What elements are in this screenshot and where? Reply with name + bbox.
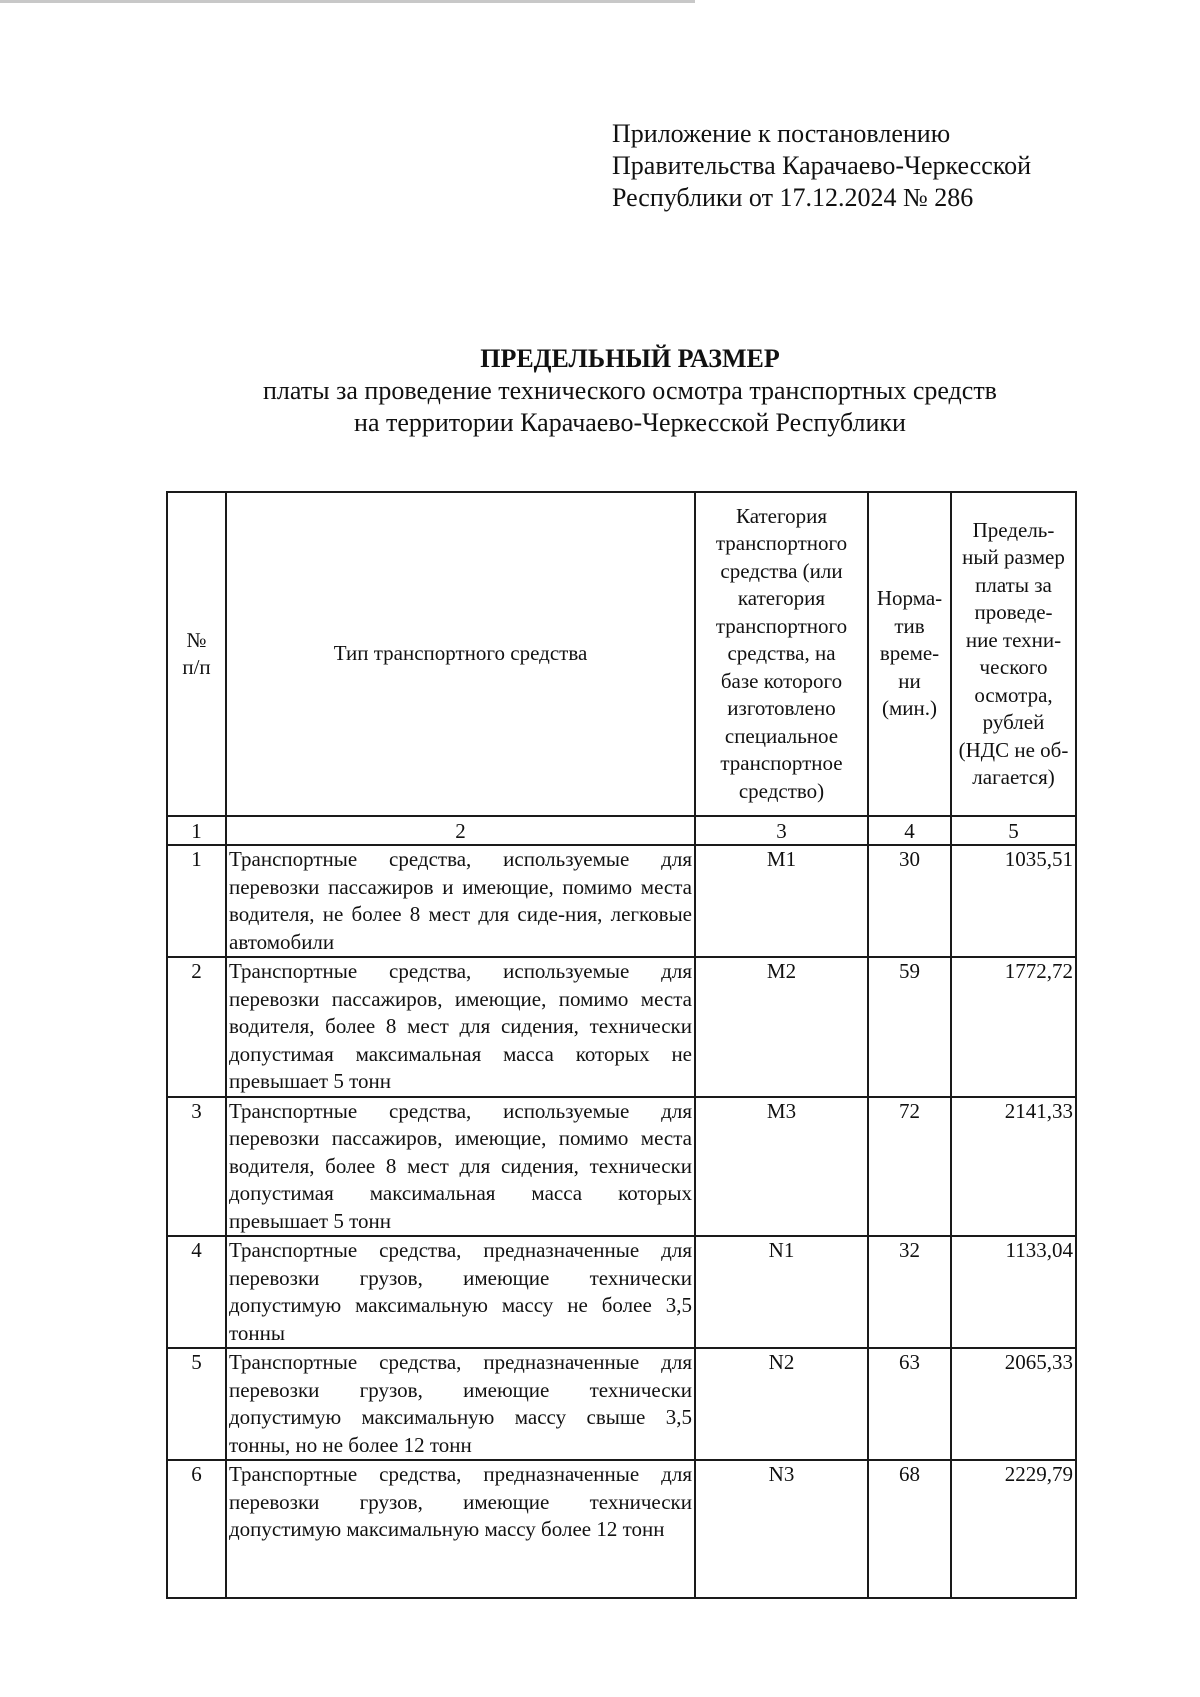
document-subtitle-line-2: на территории Карачаево-Черкесской Республики — [354, 408, 906, 437]
header-time-norm-line: време- — [879, 641, 940, 666]
column-number: 1 — [167, 816, 226, 845]
header-category-line: средства, на — [727, 641, 836, 666]
header-category-line: Категория — [736, 503, 827, 528]
row-number: 4 — [167, 1236, 226, 1348]
header-number — [167, 492, 226, 816]
vehicle-type: Транспортные средства, используемые для перевозки пассажиров и имеющие, помимо места водителя, не более 8 мест для сиде-ния, легковые автомобили — [226, 845, 695, 957]
header-category-line: средство) — [738, 778, 825, 803]
table-row — [167, 1460, 1076, 1598]
max-fee: 1133,04 — [951, 1236, 1076, 1348]
table-row — [167, 845, 1076, 957]
time-norm: 63 — [868, 1348, 951, 1460]
header-category-line: транспортное — [720, 751, 843, 776]
scan-edge-line — [0, 0, 695, 3]
row-number: 3 — [167, 1097, 226, 1237]
header-category-line: транспортного — [715, 531, 848, 556]
document-subtitle-line-1: платы за проведение технического осмотра транспортных средств — [263, 376, 997, 405]
header-vehicle-type-line: Тип транспортного средства — [333, 641, 588, 666]
document-title-block — [0, 343, 1200, 439]
appendix-line-1: Приложение к постановлению — [612, 119, 951, 148]
header-time-norm — [868, 492, 951, 816]
vehicle-category: N2 — [695, 1348, 868, 1460]
column-number-row — [167, 816, 1076, 845]
column-number: 2 — [226, 816, 695, 845]
header-max-fee-line: рублей — [982, 710, 1045, 734]
vehicle-type: Транспортные средства, предназначенные для перевозки грузов, имеющие технически допустимую максимальную массу более 12 тонн — [226, 1460, 695, 1598]
header-vehicle-type — [226, 492, 695, 816]
vehicle-category: N3 — [695, 1460, 868, 1598]
header-max-fee-line: проведе- — [974, 600, 1053, 624]
vehicle-category: M1 — [695, 845, 868, 957]
header-time-norm-line: (мин.) — [881, 696, 937, 721]
header-category-line: базе которого — [720, 668, 843, 693]
time-norm: 30 — [868, 845, 951, 957]
header-time-norm-line: ни — [898, 668, 921, 693]
vehicle-type: Транспортные средства, используемые для перевозки пассажиров, имеющие, помимо места водителя, более 8 мест для сидения, технически допустимая максимальная масса которых не превышает 5 тонн — [226, 957, 695, 1097]
vehicle-type: Транспортные средства, используемые для перевозки пассажиров, имеющие, помимо места водителя, более 8 мест для сидения, технически допустимая максимальная масса которых превышает 5 тонн — [226, 1097, 695, 1237]
max-fee: 1035,51 — [951, 845, 1076, 957]
max-fee: 2229,79 — [951, 1460, 1076, 1598]
header-category-line: транспортного — [715, 613, 848, 638]
header-max-fee-line: лагается) — [972, 765, 1055, 789]
table-row — [167, 1348, 1076, 1460]
vehicle-category: N1 — [695, 1236, 868, 1348]
header-category-line: изготовлено — [727, 696, 836, 721]
header-max-fee-line: ческого — [979, 655, 1048, 679]
table-row — [167, 1097, 1076, 1237]
appendix-line-3: Республики от 17.12.2024 № 286 — [612, 183, 974, 212]
header-number-line: п/п — [182, 655, 211, 679]
row-number: 5 — [167, 1348, 226, 1460]
header-max-fee — [951, 492, 1076, 816]
header-category-line: средства (или — [720, 558, 843, 583]
time-norm: 32 — [868, 1236, 951, 1348]
header-max-fee-line: ние техни- — [965, 627, 1062, 652]
table-row — [167, 1236, 1076, 1348]
header-max-fee-line: осмотра, — [974, 682, 1053, 707]
header-number-line: № — [186, 627, 207, 652]
vehicle-type: Транспортные средства, предназначенные для перевозки грузов, имеющие технически допустимую максимальную массу свыше 3,5 тонны, но не более 12 тонн — [226, 1348, 695, 1460]
vehicle-type: Транспортные средства, предназначенные для перевозки грузов, имеющие технически допустимую максимальную массу не более 3,5 тонны — [226, 1236, 695, 1348]
header-max-fee-line: платы за — [975, 572, 1052, 597]
header-category — [695, 492, 868, 816]
appendix-line-2: Правительства Карачаево-Черкесской — [612, 151, 1031, 180]
time-norm: 72 — [868, 1097, 951, 1237]
header-max-fee-line: ный размер — [962, 545, 1065, 569]
header-category-line: категория — [737, 586, 826, 611]
table-header-row — [167, 492, 1076, 816]
fee-table — [166, 491, 1077, 1599]
row-number: 1 — [167, 845, 226, 957]
row-number: 2 — [167, 957, 226, 1097]
header-max-fee-line: Предель- — [972, 517, 1055, 542]
vehicle-category: M3 — [695, 1097, 868, 1237]
max-fee: 1772,72 — [951, 957, 1076, 1097]
max-fee: 2141,33 — [951, 1097, 1076, 1237]
document-title: ПРЕДЕЛЬНЫЙ РАЗМЕР — [480, 344, 780, 373]
vehicle-category: M2 — [695, 957, 868, 1097]
header-max-fee-line: (НДС не об- — [958, 737, 1069, 762]
column-number: 3 — [695, 816, 868, 845]
header-time-norm-line: тив — [894, 613, 925, 638]
column-number: 5 — [951, 816, 1076, 845]
header-category-line: специальное — [724, 723, 839, 748]
appendix-reference — [612, 118, 1031, 214]
column-number: 4 — [868, 816, 951, 845]
time-norm: 68 — [868, 1460, 951, 1598]
max-fee: 2065,33 — [951, 1348, 1076, 1460]
row-number: 6 — [167, 1460, 226, 1598]
time-norm: 59 — [868, 957, 951, 1097]
header-time-norm-line: Норма- — [876, 586, 943, 611]
table-row — [167, 957, 1076, 1097]
